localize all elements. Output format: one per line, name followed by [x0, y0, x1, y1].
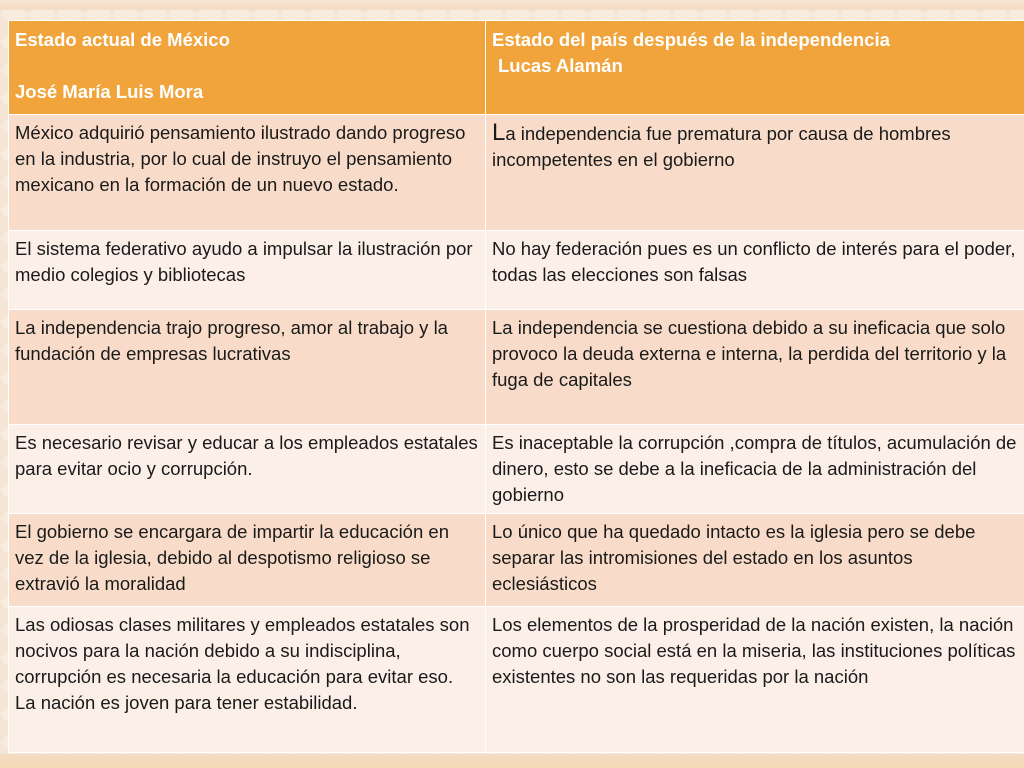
table-row: [9, 607, 1024, 753]
row-right-cell: Los elementos de la prosperidad de la nación existen, la nación como cuerpo social está en la miseria, las instituciones políticas existentes no son las requeridas por la nación: [486, 607, 1024, 753]
header-left-cell: [9, 21, 486, 115]
row-left-extra-text: La nación es joven para tener estabilidad.: [15, 692, 358, 713]
row-right-cell: Es inaceptable la corrupción ,compra de títulos, acumulación de dinero, esto se debe a la ineficacia de la administración del gobierno: [486, 425, 1024, 514]
header-left-title: Estado actual de México: [15, 29, 230, 50]
row-right-cell: La independencia se cuestiona debido a su ineficacia que solo provoco la deuda externa e interna, la perdida del territorio y la fuga de capitales: [486, 310, 1024, 425]
row-left-cell: Es necesario revisar y educar a los empleados estatales para evitar ocio y corrupción.: [9, 425, 486, 514]
row-left-cell: El gobierno se encargara de impartir la educación en vez de la iglesia, debido al despotismo religioso se extravió la moralidad: [9, 514, 486, 607]
table-row: [9, 310, 1024, 425]
row-left-cell: [9, 607, 486, 753]
top-decor-strip: [0, 0, 1024, 10]
row-right-cell: No hay federación pues es un conflicto de interés para el poder, todas las elecciones son falsas: [486, 231, 1024, 310]
header-right-author: Lucas Alamán: [498, 55, 623, 76]
table-row: [9, 425, 1024, 514]
comparison-table: [8, 20, 1024, 753]
row-right-cell: Lo único que ha quedado intacto es la iglesia pero se debe separar las intromisiones del estado en los asuntos eclesiásticos: [486, 514, 1024, 607]
drop-letter: L: [492, 119, 506, 146]
row-left-cell: México adquirió pensamiento ilustrado dando progreso en la industria, por lo cual de instruyo el pensamiento mexicano en la formación de un nuevo estado.: [9, 115, 486, 231]
table-row: [9, 231, 1024, 310]
row-right-text: a independencia fue prematura por causa de hombres incompetentes en el gobierno: [492, 123, 951, 170]
row-left-cell: La independencia trajo progreso, amor al trabajo y la fundación de empresas lucrativas: [9, 310, 486, 425]
header-right-cell: [486, 21, 1024, 115]
table-row: [9, 115, 1024, 231]
table-header-row: [9, 21, 1024, 115]
table-row: [9, 514, 1024, 607]
header-right-title: Estado del país después de la independencia: [492, 29, 890, 50]
row-left-text: Las odiosas clases militares y empleados estatales son nocivos para la nación debido a su indisciplina, corrupción es necesaria la educación para evitar eso.: [15, 614, 470, 687]
header-left-author: José María Luis Mora: [15, 81, 204, 102]
row-left-cell: El sistema federativo ayudo a impulsar la ilustración por medio colegios y bibliotecas: [9, 231, 486, 310]
bottom-decor-strip: [0, 754, 1024, 768]
row-right-cell: [486, 115, 1024, 231]
